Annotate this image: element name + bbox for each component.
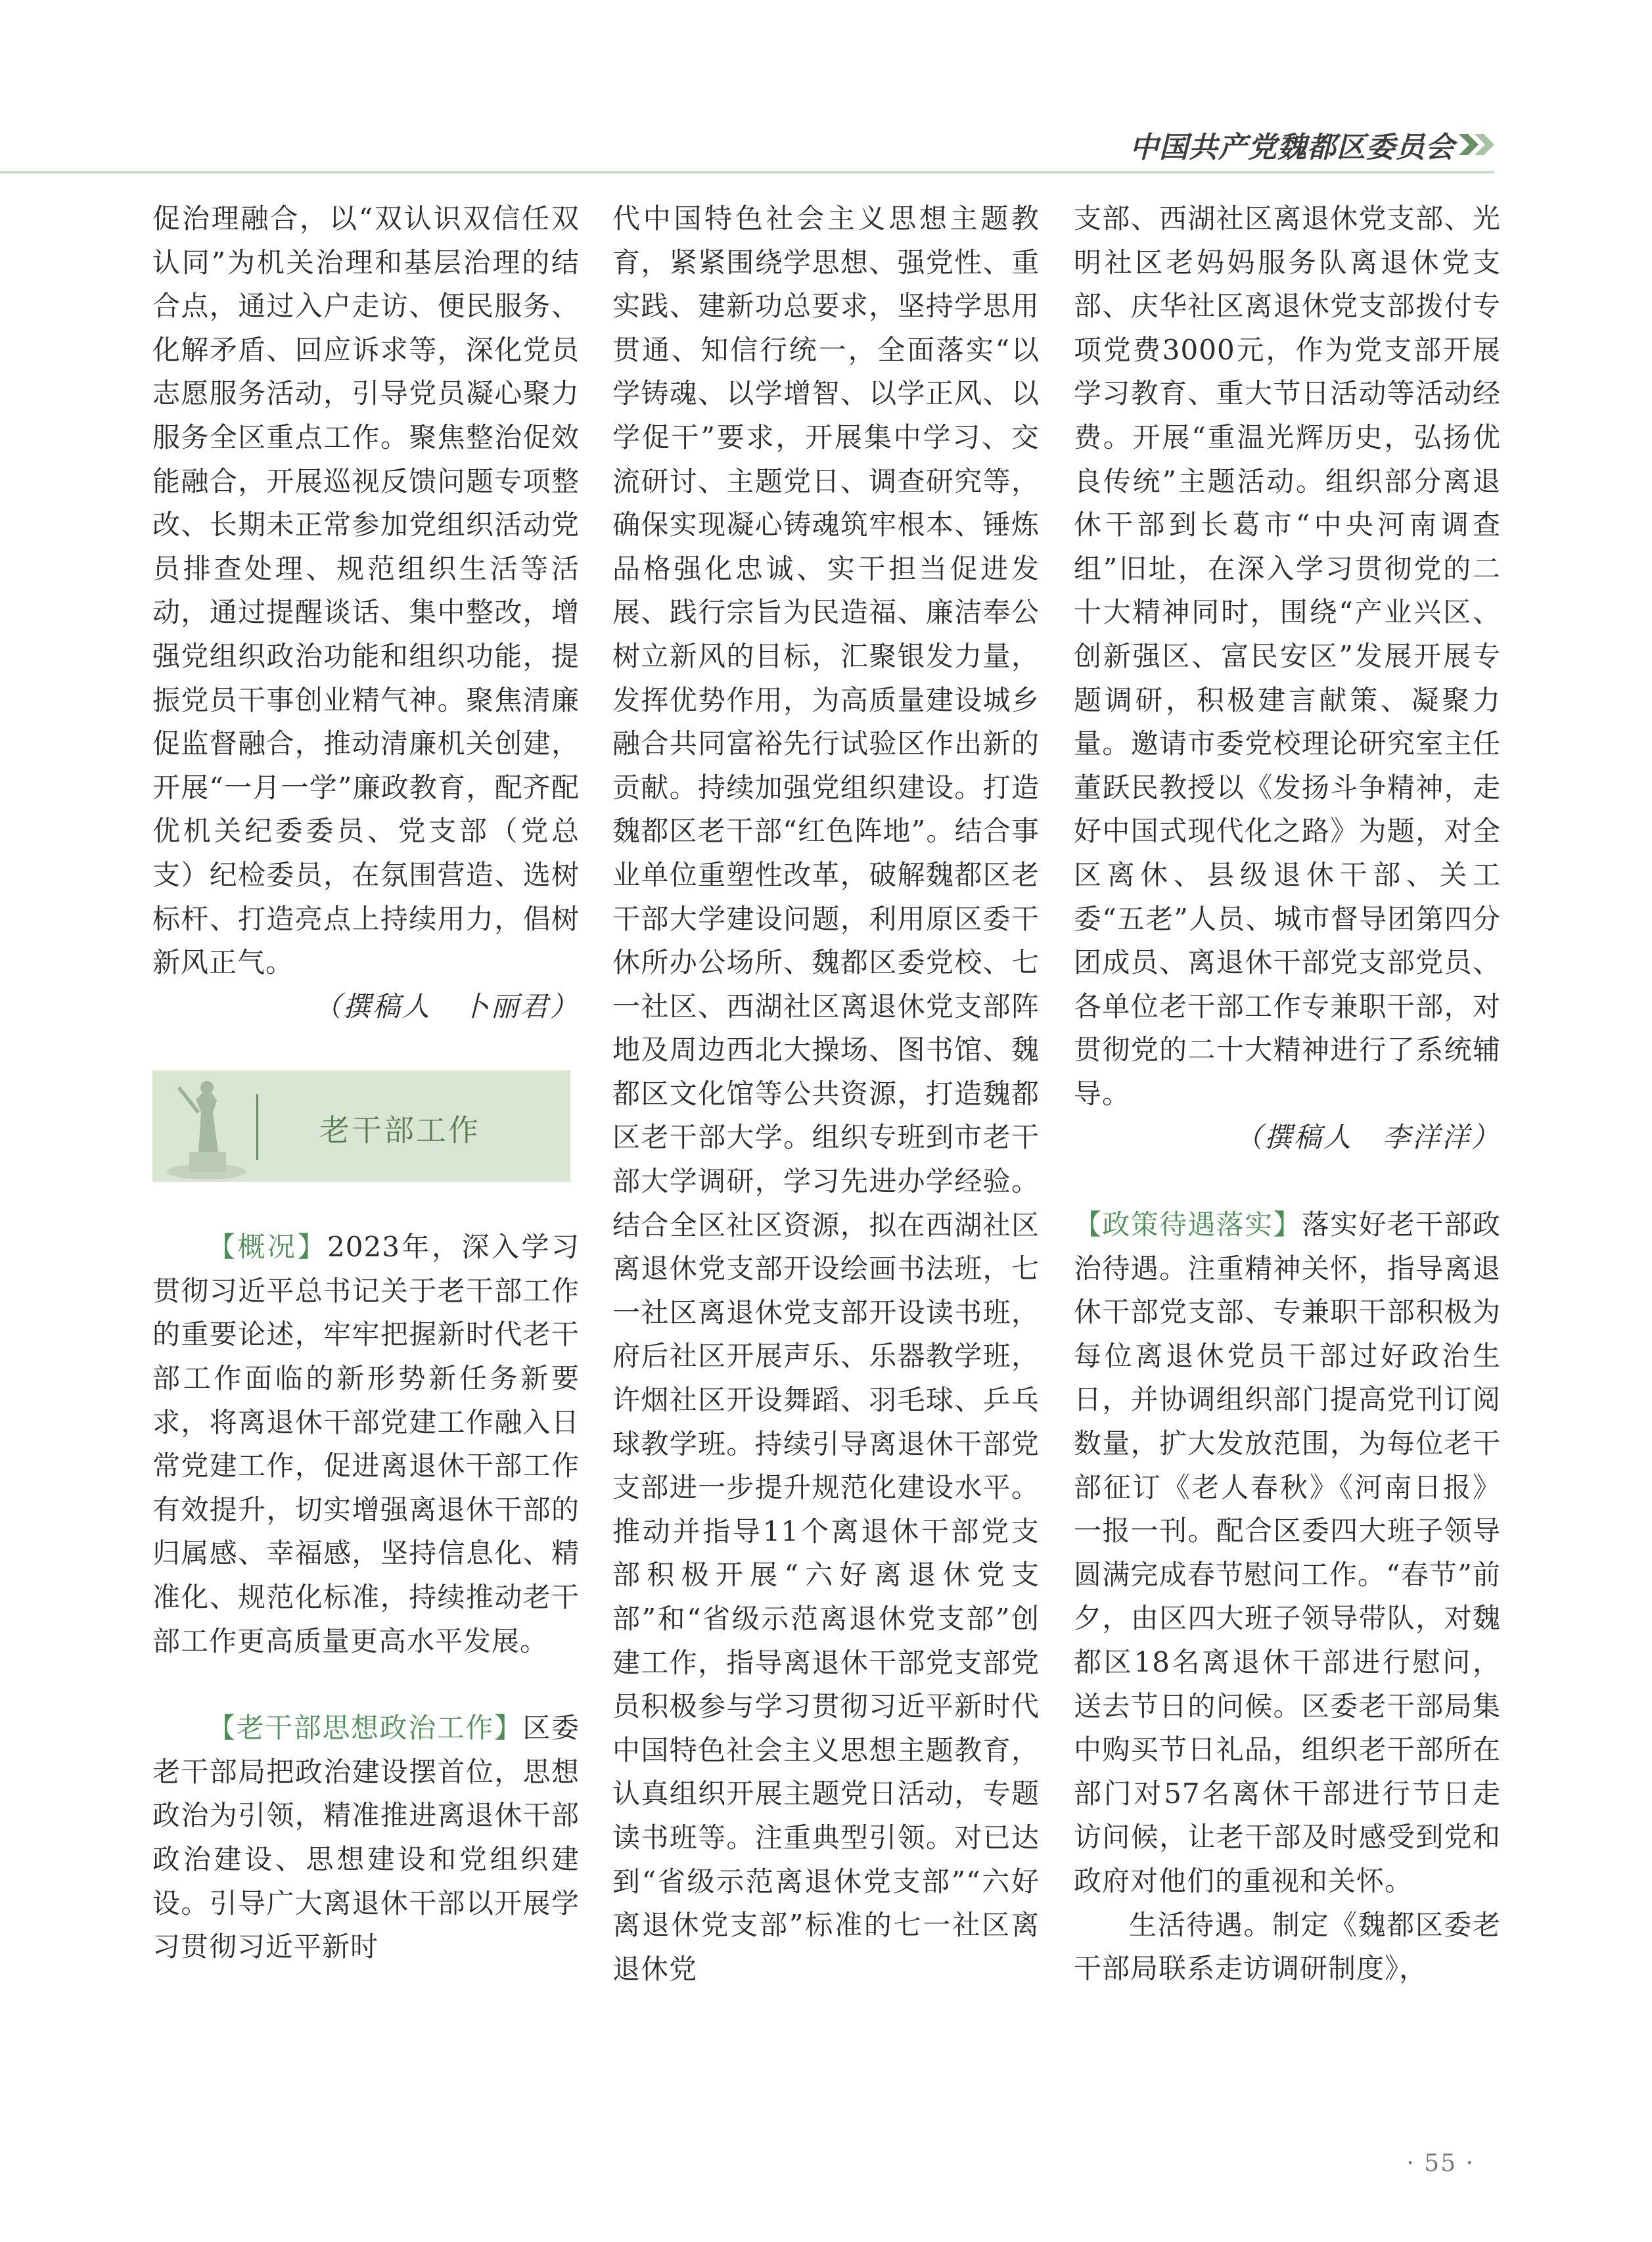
chevron-right-icon <box>1459 131 1497 158</box>
author-credit: （撰稿人 卜丽君） <box>313 990 580 1022</box>
text-column-2 <box>612 197 1040 1991</box>
paragraph-text: 落实好老干部政治待遇。注重精神关怀，指导离退休干部党支部、专兼职干部积极为每位离退休党员干部过好政治生日，并协调组织部门提高党刊订阅数量，扩大发放范围，为每位老干部征订《老人春秋》《河南日报》一报一刊。配合区委四大班子领导圆满完成春节慰问工作。“春节”前夕，由区四大班子领导带队，对魏都区18名离退休干部进行慰问，送去节日的问候。区委老干部局集中购买节日礼品，组织老干部所在部门对57名离休干部进行节日走访问候，让老干部及时感受到党和政府对他们的重视和关怀。 <box>1074 1208 1501 1897</box>
header-divider <box>0 171 1494 173</box>
paragraph-text: 2023年，深入学习贯彻习近平总书记关于老干部工作的重要论述，牢牢把握新时代老干部工作面临的新形势新任务新要求，将离退休干部党建工作融入日常党建工作，促进离退休干部工作有效提升，切实增强离退休干部的归属感、幸福感，坚持信息化、精准化、规范化标准，持续推动老干部工作更高质量更高水平发展。 <box>152 1231 580 1657</box>
paragraph: 生活待遇。制定《魏都区委老干部局联系走访调研制度》， <box>1074 1908 1501 1985</box>
text-column-3 <box>1074 197 1501 1991</box>
section-tag: 【政策待遇落实】 <box>1074 1208 1302 1241</box>
paragraph-text: 区委老干部局把政治建设摆首位，思想政治为引领，精准推进离退休干部政治建设、思想建设和党组织建设。引导广大离退休干部以开展学习贯彻习近平新时 <box>152 1712 580 1963</box>
paragraph <box>1074 1203 1501 1904</box>
paragraph: 支部、西湖社区离退休党支部、光明社区老妈妈服务队离退休党支部、庆华社区离退休党支部拨付专项党费3000元，作为党支部开展学习教育、重大节日活动等活动经费。开展“重温光辉历史，弘扬优良传统”主题活动。组织部分离退休干部到长葛市“中央河南调查组”旧址，在深入学习贯彻党的二十大精神同时，围绕“产业兴区、创新强区、富民安区”发展开展专题调研，积极建言献策、凝聚力量。邀请市委党校理论研究室主任董跃民教授以《发扬斗争精神，走好中国式现代化之路》为题，对全区离休、县级退休干部、关工委“五老”人员、城市督导团第四分团成员、离退休干部党支部党员、各单位老干部工作专兼职干部，对贯彻党的二十大精神进行了系统辅导。 <box>1074 202 1501 1110</box>
page-number: · 55 · <box>1406 2150 1475 2177</box>
banner-divider <box>256 1094 258 1160</box>
section-banner <box>152 1070 570 1182</box>
paragraph: 代中国特色社会主义思想主题教育，紧紧围绕学思想、强党性、重实践、建新功总要求，坚持学思用贯通、知信行统一，全面落实“以学铸魂、以学增智、以学正风、以学促干”要求，开展集中学习、交流研讨、主题党日、调查研究等，确保实现凝心铸魂筑牢根本、锤炼品格强化忠诚、实干担当促进发展、践行宗旨为民造福、廉洁奉公树立新风的目标，汇聚银发力量，发挥优势作用，为高质量建设城乡融合共同富裕先行试验区作出新的贡献。持续加强党组织建设。打造魏都区老干部“红色阵地”。结合事业单位重塑性改革，破解魏都区老干部大学建设问题，利用原区委干休所办公场所、魏都区委党校、七一社区、西湖社区离退休党支部阵地及周边西北大操场、图书馆、魏都区文化馆等公共资源，打造魏都区老干部大学。组织专班到市老干部大学调研，学习先进办学经验。结合全区社区资源，拟在西湖社区离退休党支部开设绘画书法班，七一社区离退休党支部开设读书班，府后社区开展声乐、乐器教学班，许烟社区开设舞蹈、羽毛球、乒乓球教学班。持续引导离退休干部党支部进一步提升规范化建设水平。推动并指导11个离退休干部党支部积极开展“六好离退休党支部”和“省级示范离退休党支部”创建工作，指导离退休干部党支部党员积极参与学习贯彻习近平新时代中国特色社会主义思想主题教育，认真组织开展主题党日活动，专题读书班等。注重典型引领。对已达到“省级示范离退休党支部”“六好离退休党支部”标准的七一社区离退休党 <box>612 202 1040 1985</box>
paragraph: 促治理融合，以“双认识双信任双认同”为机关治理和基层治理的结合点，通过入户走访、便民服务、化解矛盾、回应诉求等，深化党员志愿服务活动，引导党员凝心聚力服务全区重点工作。聚焦整治促效能融合，开展巡视反馈问题专项整改、长期未正常参加党组织活动党员排查处理、规范组织生活等活动，通过提醒谈话、集中整改，增强党组织政治功能和组织功能，提振党员干事创业精气神。聚焦清廉促监督融合，推动清廉机关创建，开展“一月一学”廉政教育，配齐配优机关纪委委员、党支部（党总支）纪检委员，在氛围营造、选树标杆、打造亮点上持续用力，倡树新风正气。 <box>152 202 580 979</box>
text-column-1 <box>152 197 580 1969</box>
header-title: 中国共产党魏都区委员会 <box>1130 131 1455 164</box>
author-credit: （撰稿人 李洋洋） <box>1234 1121 1501 1154</box>
paragraph <box>152 1225 580 1663</box>
section-tag: 【概况】 <box>208 1231 328 1264</box>
paragraph <box>152 1706 580 1969</box>
statue-icon <box>160 1073 256 1182</box>
section-title: 老干部工作 <box>319 1112 480 1149</box>
section-tag: 【老干部思想政治工作】 <box>208 1712 523 1745</box>
